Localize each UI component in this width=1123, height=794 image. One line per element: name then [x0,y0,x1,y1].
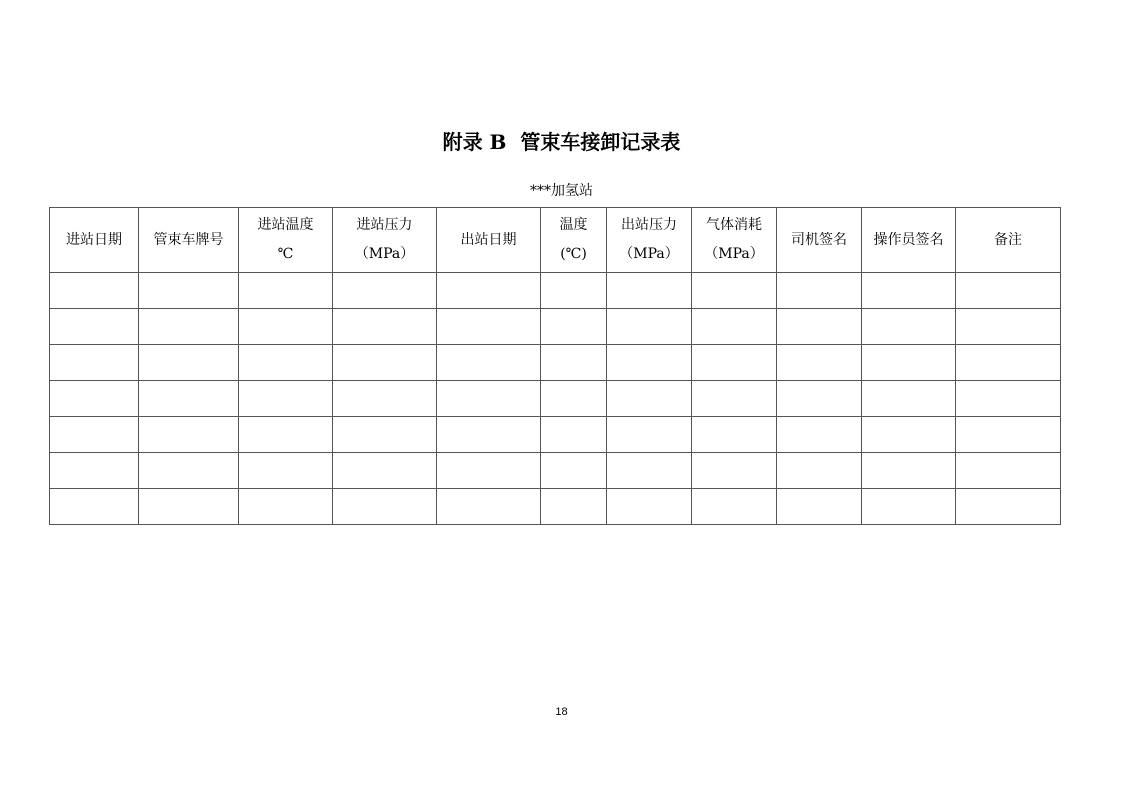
table-cell-arrival-date[interactable] [50,489,139,525]
table-cell-operator-signature[interactable] [862,309,956,345]
table-cell-temperature[interactable] [541,489,607,525]
table-cell-arrival-temperature[interactable] [239,417,333,453]
table-cell-driver-signature[interactable] [777,381,862,417]
table-cell-departure-pressure[interactable] [607,273,692,309]
column-header-line: 进站压力 [356,217,413,233]
table-cell-arrival-temperature[interactable] [239,453,333,489]
table-cell-arrival-date[interactable] [50,345,139,381]
station-subtitle: ***加氢站 [530,183,593,199]
table-cell-driver-signature[interactable] [777,417,862,453]
column-header-remarks [956,208,1061,273]
column-header-line: 司机签名 [791,231,847,248]
page-title: 附录 B 管束车接卸记录表 [442,130,681,154]
column-header-line: ℃ [277,246,294,262]
table-cell-arrival-pressure[interactable] [333,417,437,453]
column-header-line: 备注 [994,231,1022,248]
column-header-arrival-pressure [333,208,437,273]
column-header-line: 进站温度 [257,217,314,233]
page-number: 18 [555,706,568,718]
column-header-departure-date [437,208,541,273]
table-cell-arrival-temperature[interactable] [239,309,333,345]
table-cell-gas-consumption[interactable] [692,417,777,453]
table-cell-driver-signature[interactable] [777,345,862,381]
table-row [50,309,1061,345]
table-cell-operator-signature[interactable] [862,273,956,309]
table-cell-temperature[interactable] [541,453,607,489]
table-cell-gas-consumption[interactable] [692,273,777,309]
column-header-line: 气体消耗 [706,217,762,233]
column-header-plate-number [139,208,239,273]
table-cell-departure-pressure[interactable] [607,453,692,489]
table-cell-arrival-temperature[interactable] [239,345,333,381]
table-cell-driver-signature[interactable] [777,489,862,525]
table-cell-remarks[interactable] [956,345,1061,381]
column-header-line: 出站压力 [621,217,677,233]
table-cell-temperature[interactable] [541,273,607,309]
table-cell-arrival-pressure[interactable] [333,489,437,525]
table-cell-gas-consumption[interactable] [692,345,777,381]
table-cell-gas-consumption[interactable] [692,381,777,417]
table-cell-operator-signature[interactable] [862,489,956,525]
table-cell-operator-signature[interactable] [862,417,956,453]
table-cell-arrival-pressure[interactable] [333,453,437,489]
table-body [50,273,1061,525]
table-cell-arrival-pressure[interactable] [333,381,437,417]
table-cell-arrival-date[interactable] [50,309,139,345]
table-cell-temperature[interactable] [541,381,607,417]
column-header-line: 温度 [559,217,588,233]
column-header-line: 出站日期 [460,231,517,248]
table-cell-arrival-date[interactable] [50,417,139,453]
table-cell-remarks[interactable] [956,381,1061,417]
column-header-line: 操作员签名 [873,231,944,248]
table-cell-departure-date[interactable] [437,273,541,309]
table-cell-plate-number[interactable] [139,273,239,309]
table-cell-departure-pressure[interactable] [607,417,692,453]
column-header-operator-signature [862,208,956,273]
column-header-driver-signature [777,208,862,273]
table-cell-temperature[interactable] [541,417,607,453]
table-cell-driver-signature[interactable] [777,273,862,309]
table-cell-gas-consumption[interactable] [692,453,777,489]
table-cell-departure-date[interactable] [437,381,541,417]
table-row [50,417,1061,453]
table-cell-departure-pressure[interactable] [607,381,692,417]
table-cell-plate-number[interactable] [139,489,239,525]
column-header-line: (℃) [560,246,587,262]
table-cell-plate-number[interactable] [139,345,239,381]
table-cell-remarks[interactable] [956,453,1061,489]
table-row [50,273,1061,309]
table-cell-arrival-date[interactable] [50,273,139,309]
table-cell-arrival-temperature[interactable] [239,381,333,417]
table-cell-remarks[interactable] [956,489,1061,525]
table-cell-temperature[interactable] [541,345,607,381]
table-cell-departure-date[interactable] [437,489,541,525]
table-row [50,381,1061,417]
table-cell-departure-date[interactable] [437,417,541,453]
table-cell-operator-signature[interactable] [862,453,956,489]
column-header-gas-consumption [692,208,777,273]
table-cell-departure-pressure[interactable] [607,345,692,381]
column-header-line: （MPa） [354,246,415,262]
table-cell-arrival-date[interactable] [50,381,139,417]
column-header-line: （MPa） [704,246,764,262]
table-cell-departure-date[interactable] [437,345,541,381]
column-header-departure-pressure [607,208,692,273]
table-row [50,345,1061,381]
table-cell-arrival-temperature[interactable] [239,489,333,525]
table-header [50,208,1061,273]
table-cell-remarks[interactable] [956,273,1061,309]
table-cell-departure-pressure[interactable] [607,489,692,525]
table-cell-gas-consumption[interactable] [692,489,777,525]
table-cell-arrival-pressure[interactable] [333,273,437,309]
table-cell-driver-signature[interactable] [777,453,862,489]
table-row [50,489,1061,525]
table-cell-gas-consumption[interactable] [692,309,777,345]
table-cell-remarks[interactable] [956,309,1061,345]
header-row [50,208,1061,273]
table-row [50,453,1061,489]
table-cell-departure-date[interactable] [437,453,541,489]
table-cell-arrival-pressure[interactable] [333,309,437,345]
column-header-line: （MPa） [619,246,679,262]
table-cell-operator-signature[interactable] [862,381,956,417]
table-cell-arrival-pressure[interactable] [333,345,437,381]
table-cell-departure-pressure[interactable] [607,309,692,345]
table-cell-plate-number[interactable] [139,309,239,345]
table-cell-departure-date[interactable] [437,309,541,345]
unloading-record-table [49,207,1061,525]
table-cell-operator-signature[interactable] [862,345,956,381]
column-header-arrival-temperature [239,208,333,273]
column-header-line: 管束车牌号 [153,231,224,248]
table-cell-plate-number[interactable] [139,453,239,489]
column-header-arrival-date [50,208,139,273]
table-cell-temperature[interactable] [541,309,607,345]
column-header-temperature [541,208,607,273]
table-cell-plate-number[interactable] [139,417,239,453]
table-cell-remarks[interactable] [956,417,1061,453]
table-cell-arrival-date[interactable] [50,453,139,489]
column-header-line: 进站日期 [66,231,122,248]
table-cell-arrival-temperature[interactable] [239,273,333,309]
table-cell-plate-number[interactable] [139,381,239,417]
table-cell-driver-signature[interactable] [777,309,862,345]
